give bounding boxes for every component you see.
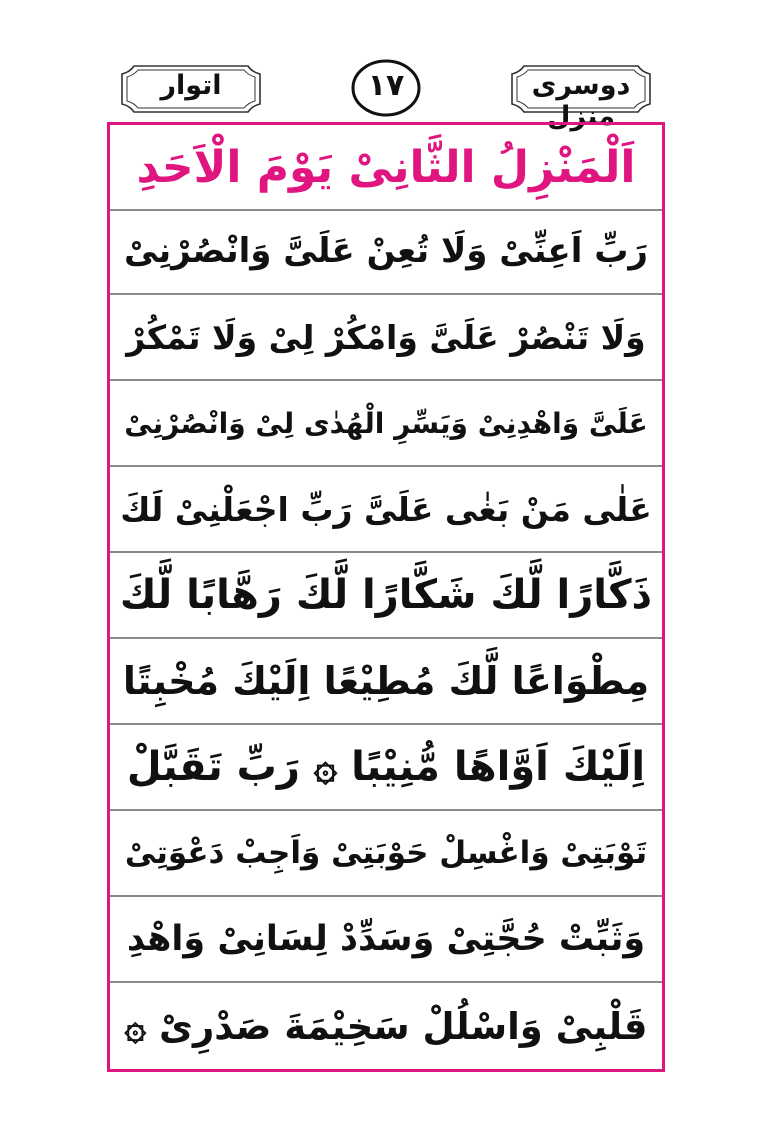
text-line [110, 811, 662, 897]
text-frame [107, 122, 665, 1072]
manzil-label: دوسری منزل [531, 70, 631, 132]
text-line [110, 467, 662, 553]
text-lines [110, 209, 662, 1069]
text-line-content: اِلَیْكَ اَوَّاهًا مُّنِیْبًا ۞ رَبِّ تَقَبَّلْ [126, 744, 646, 790]
text-line-content: رَبِّ اَعِنِّیْ وَلَا تُعِنْ عَلَیَّ وَانْصُرْنِیْ [124, 231, 648, 271]
page-header [118, 58, 654, 132]
text-line-content: وَثَبِّتْ حُجَّتِیْ وَسَدِّدْ لِسَانِیْ وَاهْدِ [126, 919, 646, 959]
text-line-content: تَوْبَتِیْ وَاغْسِلْ حَوْبَتِیْ وَاَجِبْ دَعْوَتِیْ [124, 835, 648, 871]
text-line-content: عَلٰی مَنْ بَغٰی عَلَیَّ رَبِّ اجْعَلْنِیْ لَكَ [120, 489, 652, 529]
title-row [110, 125, 662, 211]
page-title: اَلْمَنْزِلُ الثَّانِیْ یَوْمَ الْاَحَدِ [136, 141, 636, 193]
day-label: اتوار [160, 70, 222, 101]
text-line-content: قَلْبِیْ وَاسْلُلْ سَخِیْمَةَ صَدْرِیْ ۞ [124, 1004, 648, 1048]
day-cartouche [118, 62, 264, 116]
manzil-cartouche [508, 62, 654, 132]
text-line-content: وَلَا تَنْصُرْ عَلَیَّ وَامْكُرْ لِیْ وَلَا تَمْكُرْ [126, 317, 646, 357]
text-line-content: ذَكَّارًا لَّكَ شَكَّارًا لَّكَ رَهَّابًا لَّكَ [119, 572, 653, 618]
page-number-oval [350, 58, 422, 118]
text-line [110, 295, 662, 381]
text-line-content: عَلَیَّ وَاهْدِنِیْ وَیَسِّرِ الْهُدٰی لِیْ وَانْصُرْنِیْ [124, 406, 648, 440]
text-line [110, 725, 662, 811]
page-number: ١٧ [367, 68, 405, 103]
text-line [110, 897, 662, 983]
text-line [110, 209, 662, 295]
text-line-content: مِطْوَاعًا لَّكَ مُطِیْعًا اِلَیْكَ مُخْبِتًا [122, 659, 650, 703]
text-line [110, 639, 662, 725]
text-line [110, 553, 662, 639]
text-line [110, 983, 662, 1069]
text-line [110, 381, 662, 467]
